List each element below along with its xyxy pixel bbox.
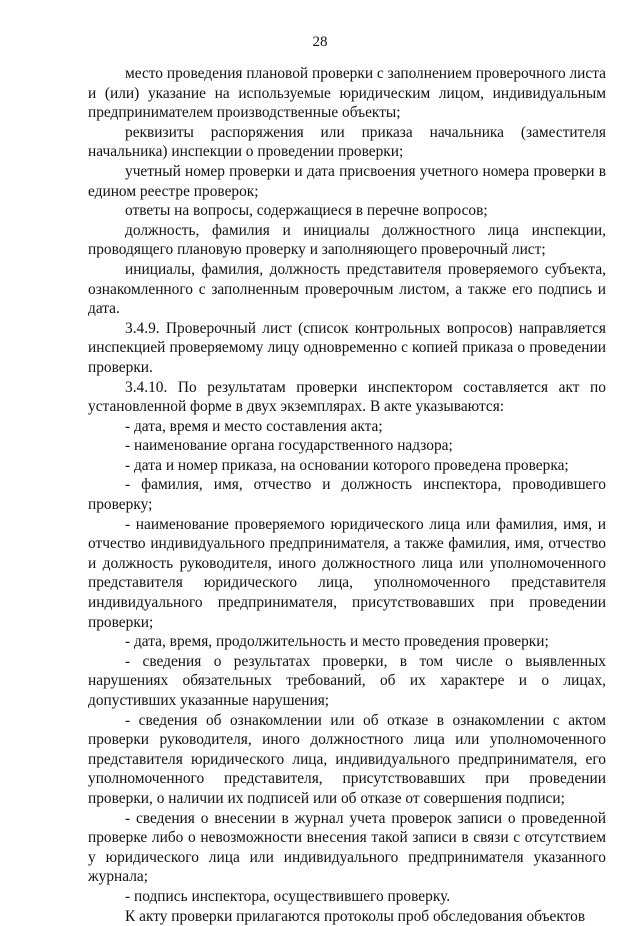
document-body (88, 64, 606, 926)
paragraph: инициалы, фамилия, должность представителя проверяемого субъекта, ознакомленного с заполненным проверочным листом, а также его подпись и дата. (88, 260, 606, 318)
paragraph: должность, фамилия и инициалы должностного лица инспекции, проводящего плановую проверку и заполняющего проверочный лист; (88, 221, 606, 259)
page-number: 28 (312, 34, 328, 50)
paragraph: 3.4.10. По результатам проверки инспектором составляется акт по установленной форме в двух экземплярах. В акте указываются: (88, 378, 606, 416)
list-item: - фамилия, имя, отчество и должность инспектора, проводившего проверку; (88, 476, 606, 514)
list-item: - наименование проверяемого юридического лица или фамилия, имя, и отчество индивидуального предпринимателя, а также фамилия, имя, отчество и должность руководителя, иного должностного лица или уполномоченного представителя юридического лица, уполномоченного представителя индивидуального предпринимателя, присутствовавших при проведении проверки; (88, 515, 606, 631)
list-item: - дата и номер приказа, на основании которого проведена проверка; (125, 456, 569, 474)
paragraph: место проведения плановой проверки с заполнением проверочного листа и (или) указание на используемые юридическим лицом, индивидуальным предпринимателем производственные объекты; (88, 65, 606, 122)
paragraph: учетный номер проверки и дата присвоения учетного номера проверки в едином реестре проверок; (88, 162, 606, 200)
list-item: - сведения о внесении в журнал учета проверок записи о проведенной проверке либо о невозможности внесения такой записи в связи с отсутствием у юридического лица или индивидуального предпринимателя указанного журнала; (88, 809, 606, 886)
list-item: - дата, время и место составления акта; (125, 417, 383, 435)
paragraph: К акту проверки прилагаются протоколы проб обследования объектов (125, 907, 586, 925)
paragraph: реквизиты распоряжения или приказа начальника (заместителя начальника) инспекции о проведении проверки; (88, 123, 606, 161)
list-item: - сведения об ознакомлении или об отказе в ознакомлении с актом проверки руководителя, иного должностного лица или уполномоченного представителя юридического лица, индивидуального предпринимателя, его уполномоченного представителя, присутствовавших при проведении проверки, о наличии их подписей или об отказе от совершения подписи; (88, 711, 606, 807)
list-item: - подпись инспектора, осуществившего проверку. (125, 887, 451, 905)
paragraph: ответы на вопросы, содержащиеся в перечне вопросов; (125, 202, 488, 220)
list-item: - сведения о результатах проверки, в том числе о выявленных нарушениях обязательных требований, об их характере и о лицах, допустивших указанные нарушения; (88, 652, 606, 709)
paragraph: 3.4.9. Проверочный лист (список контрольных вопросов) направляется инспекцией проверяемому лицу одновременно с копией приказа о проведении проверки. (88, 319, 606, 376)
list-item: - дата, время, продолжительность и место проведения проверки; (125, 633, 549, 651)
list-item: - наименование органа государственного надзора; (125, 437, 453, 455)
